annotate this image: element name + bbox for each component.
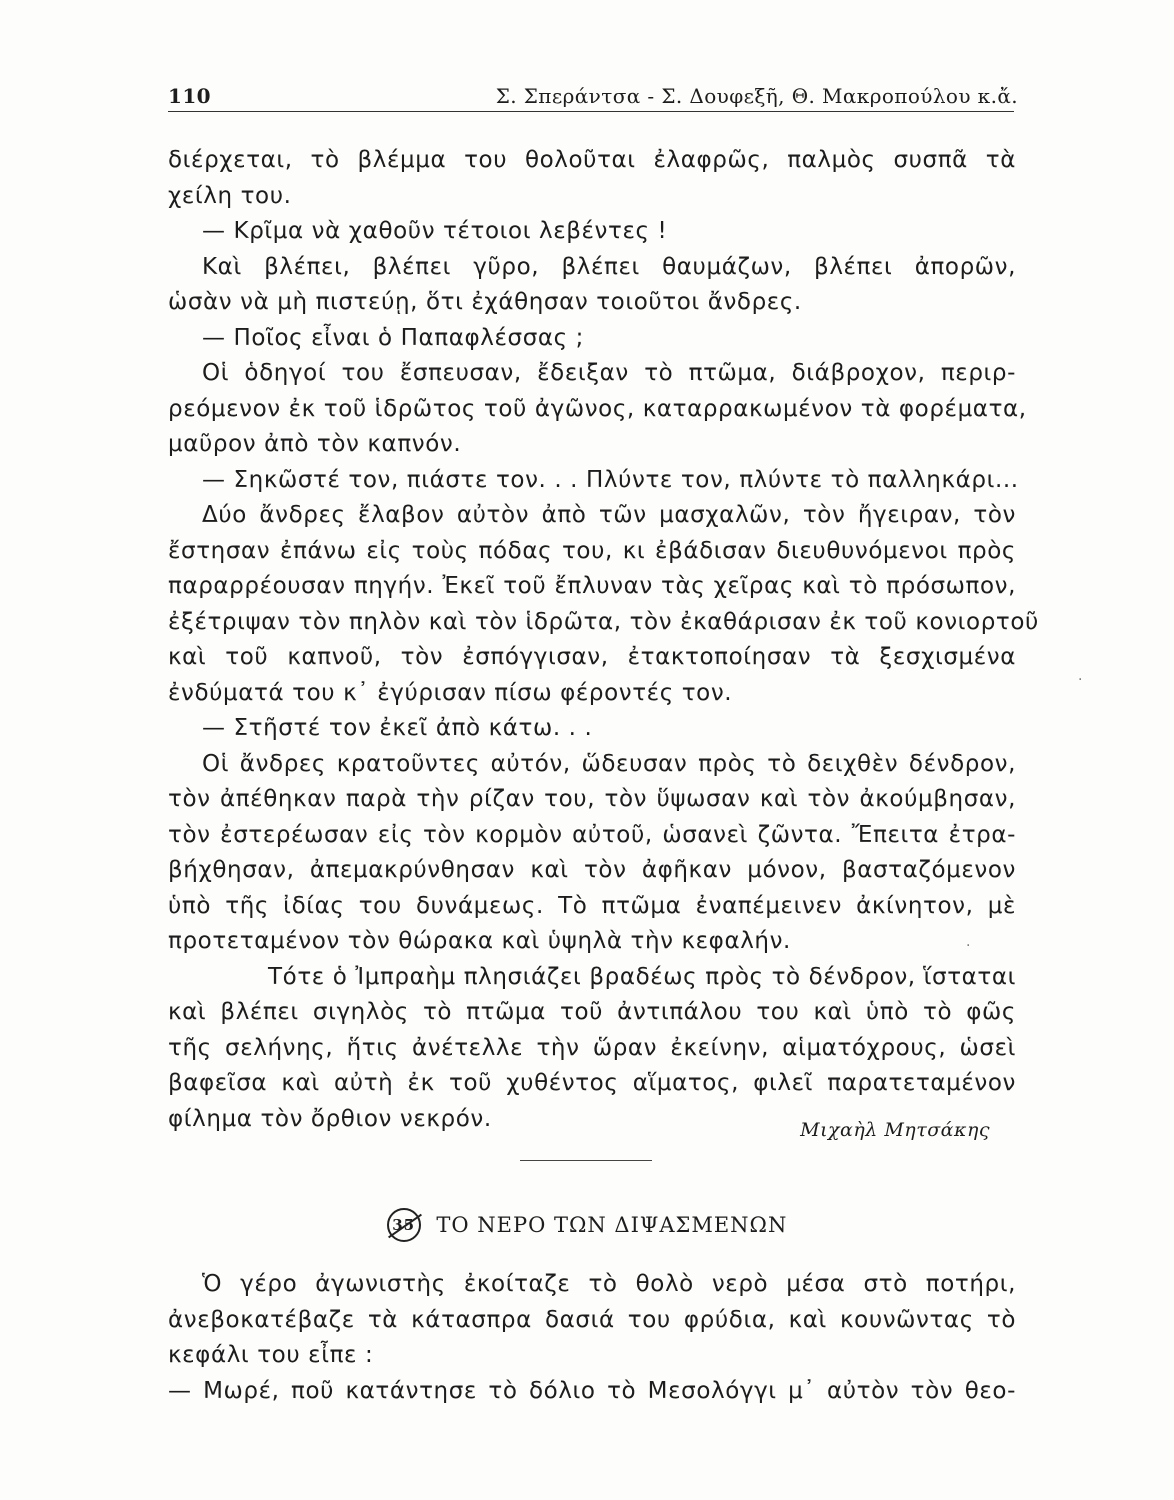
page-header: [168, 72, 1018, 108]
text-line: τὸν ἐστερέωσαν εἰς τὸν κορμὸν αὐτοῦ, ὡσανεὶ ζῶντα. Ἔπειτα ἐτρα-: [168, 821, 1016, 848]
text-line: ὑπὸ τῆς ἰδίας του δυνάμεως. Τὸ πτῶμα ἐναπέμεινεν ἀκίνητον, μὲ: [168, 892, 1016, 919]
text-line: Οἱ ἄνδρες κρατοῦντες αὐτόν, ὥδευσαν πρὸς τὸ δειχθὲν δένδρον,: [202, 750, 1016, 777]
page-number: 110: [168, 84, 211, 108]
text-line: ρεόμενον ἐκ τοῦ ἱδρῶτος τοῦ ἀγῶνος, καταρρακωμένον τὰ φορέματα,: [168, 395, 1027, 422]
text-line: ὡσὰν νὰ μὴ πιστεύῃ, ὅτι ἐχάθησαν τοιοῦτοι ἄνδρες.: [168, 289, 802, 315]
text-line: Οἱ ὁδηγοί του ἔσπευσαν, ἔδειξαν τὸ πτῶμα, διάβροχον, περιρ-: [202, 360, 1016, 386]
section-heading: [0, 1208, 1174, 1242]
text-line: προτεταμένον τὸν θώρακα καὶ ὑψηλὰ τὴν κεφαλήν.: [168, 928, 791, 954]
text-line: καὶ τοῦ καπνοῦ, τὸν ἐσπόγγισαν, ἐτακτοποίησαν τὰ ξεσχισμένα: [168, 644, 1016, 670]
text-line: Καὶ βλέπει, βλέπει γῦρο, βλέπει θαυμάζων, βλέπει ἀπορῶν,: [202, 253, 1016, 280]
text-line: κεφάλι του εἶπε :: [168, 1342, 374, 1368]
text-line: τὸν ἀπέθηκαν παρὰ τὴν ρίζαν του, τὸν ὕψωσαν καὶ τὸν ἀκούμβησαν,: [168, 786, 1016, 812]
scan-speck: ·: [966, 938, 971, 954]
dialogue-line: — Σηκῶστέ τον, πιάστε τον. . . Πλύντε τον, πλύντε τὸ παλληκάρι...: [202, 466, 1019, 493]
dialogue-line: — Ποῖος εἶναι ὁ Παπαφλέσσας ;: [202, 324, 584, 351]
author-signature: Μιχαὴλ Μητσάκης: [800, 1119, 990, 1141]
dialogue-line: — Κρῖμα νὰ χαθοῦν τέτοιοι λεβέντες !: [202, 218, 668, 244]
dialogue-line: — Μωρέ, ποῦ κατάντησε τὸ δόλιο τὸ Μεσολόγγι μ᾽ αὐτὸν τὸν θεο-: [168, 1377, 1016, 1404]
text-line: Ὁ γέρο ἀγωνιστὴς ἐκοίταζε τὸ θολὸ νερὸ μέσα στὸ ποτήρι,: [202, 1271, 1016, 1297]
text-line: Τότε ὁ Ἰμπραὴμ πλησιάζει βραδέως πρὸς τὸ δένδρον, ἵσταται: [268, 963, 1016, 990]
text-line: ἀνεβοκατέβαζε τὰ κάτασπρα δασιά του φρύδια, καὶ κουνῶντας τὸ: [168, 1306, 1016, 1333]
section-text: [168, 1267, 1016, 1409]
text-line: ἔστησαν ἐπάνω εἰς τοὺς πόδας του, κι ἐβάδισαν διευθυνόμενοι πρὸς: [168, 537, 1016, 564]
text-line: φίλημα τὸν ὄρθιον νεκρόν.: [168, 1105, 492, 1132]
text-line: διέρχεται, τὸ βλέμμα του θολοῦται ἐλαφρῶς, παλμὸς συσπᾶ τὰ: [168, 147, 1016, 173]
text-line: Δύο ἄνδρες ἔλαβον αὐτὸν ἀπὸ τῶν μασχαλῶν, τὸν ἤγειραν, τὸν: [202, 502, 1016, 528]
section-divider: [520, 1160, 652, 1161]
section-title: ΤΟ ΝΕΡΟ ΤΩΝ ΔΙΨΑΣΜΕΝΩΝ: [436, 1213, 788, 1237]
text-line: μαῦρον ἀπὸ τὸν καπνόν.: [168, 431, 462, 457]
text-line: βαφεῖσα καὶ αὐτὴ ἐκ τοῦ χυθέντος αἵματος, φιλεῖ παρατεταμένον: [168, 1070, 1016, 1096]
text-line: παραρρέουσαν πηγήν. Ἐκεῖ τοῦ ἔπλυναν τὰς χεῖρας καὶ τὸ πρόσωπον,: [168, 573, 1016, 599]
text-line: χείλη του.: [168, 182, 292, 209]
running-title: Σ. Σπεράντσα - Σ. Δουφεξῆ, Θ. Μακροπούλου κ.ἄ.: [495, 84, 1018, 108]
text-line: ἐξέτριψαν τὸν πηλὸν καὶ τὸν ἱδρῶτα, τὸν ἐκαθάρισαν ἐκ τοῦ κονιορτοῦ: [168, 608, 1039, 635]
text-line: ἐνδύματά του κ᾽ ἐγύρισαν πίσω φέροντές τον.: [168, 679, 733, 706]
header-rule: [168, 111, 1014, 112]
text-line: βήχθησαν, ἀπεμακρύνθησαν καὶ τὸν ἀφῆκαν μόνον, βασταζόμενον: [168, 857, 1016, 883]
text-line: τῆς σελήνης, ἥτις ἀνέτελλε τὴν ὥραν ἐκείνην, αἱματόχρους, ὡσεὶ: [168, 1034, 1016, 1061]
dialogue-line: — Στῆστέ τον ἐκεῖ ἀπὸ κάτω. . .: [202, 715, 593, 741]
story-text: [168, 143, 1039, 1137]
scan-speck: ·: [1078, 672, 1083, 688]
text-line: καὶ βλέπει σιγηλὸς τὸ πτῶμα τοῦ ἀντιπάλου του καὶ ὑπὸ τὸ φῶς: [168, 999, 1016, 1025]
section-number-badge: 35: [387, 1208, 421, 1242]
